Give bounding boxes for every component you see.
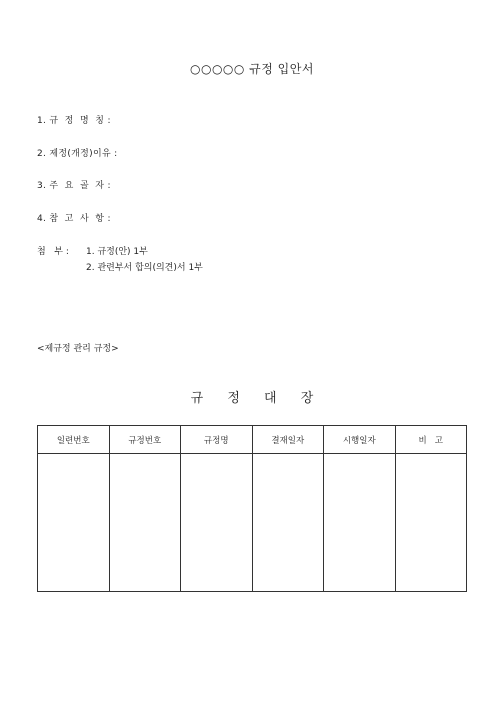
field-rule-name: 1. 규 정 명 칭 : bbox=[37, 116, 111, 126]
attachments-label: 첨 부 : bbox=[37, 247, 69, 257]
column-serial-number: 일련번호 bbox=[38, 426, 110, 454]
column-remarks: 비 고 bbox=[395, 426, 467, 454]
attachment-item-1: 1. 규정(안) 1부 bbox=[86, 247, 148, 257]
table-row bbox=[38, 454, 467, 592]
cell-serial-number[interactable] bbox=[38, 454, 110, 592]
ledger-header-row bbox=[38, 426, 467, 454]
cell-rule-number[interactable] bbox=[109, 454, 181, 592]
cell-effective-date[interactable] bbox=[324, 454, 396, 592]
cell-approval-date[interactable] bbox=[252, 454, 324, 592]
column-approval-date: 결재일자 bbox=[252, 426, 324, 454]
field-reference: 4. 참 고 사 항 : bbox=[37, 214, 111, 224]
field-main-points: 3. 주 요 골 자 : bbox=[37, 181, 111, 191]
ledger-title: 규 정 대 장 bbox=[190, 391, 324, 406]
document-title: ○○○○○ 규정 입안서 bbox=[190, 62, 314, 76]
column-rule-name: 규정명 bbox=[181, 426, 253, 454]
cell-rule-name[interactable] bbox=[181, 454, 253, 592]
column-effective-date: 시행일자 bbox=[324, 426, 396, 454]
cell-remarks[interactable] bbox=[395, 454, 467, 592]
field-reason: 2. 제정(개정)이유 : bbox=[37, 149, 118, 159]
ledger-table bbox=[37, 425, 467, 592]
attachment-item-2: 2. 관련부서 합의(의견)서 1부 bbox=[86, 263, 203, 273]
column-rule-number: 규정번호 bbox=[109, 426, 181, 454]
rule-reference: <제규정 관리 규정> bbox=[37, 344, 119, 354]
